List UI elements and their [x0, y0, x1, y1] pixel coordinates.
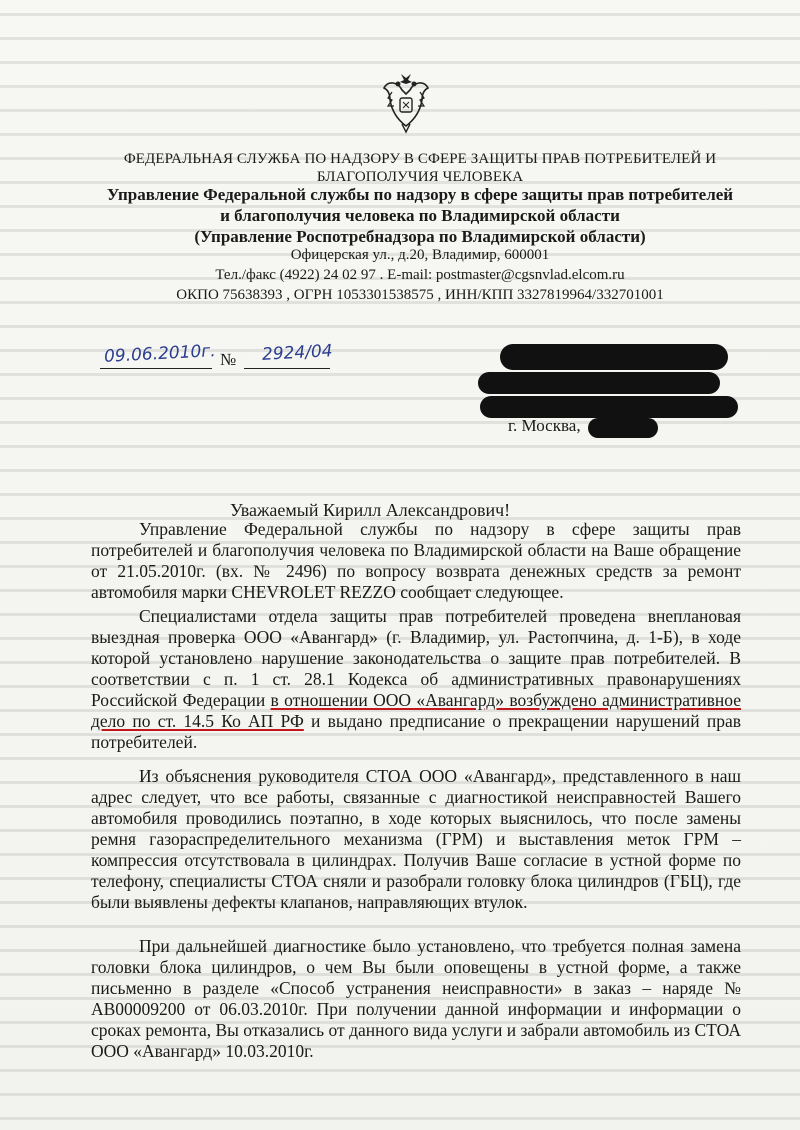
- coat-of-arms-emblem-icon: [378, 72, 434, 134]
- recipient-city: г. Москва,: [508, 416, 581, 435]
- paragraph-diagnostics: При дальнейшей диагностике было установлено, что требуется полная замена головки блока цилиндров, о чем Вы были оповещены в устной форме, а также письменно в разделе «Способ устранения неисправности» в заказ – наряде № АВ00009200 от 06.03.2010г. При получении данной информации и информации о сроках ремонта, Вы отказались от данного вида услуги и забрали автомобиль из СТОА ООО «Авангард» 10.03.2010г.: [91, 936, 741, 1061]
- agency-name: ФЕДЕРАЛЬНАЯ СЛУЖБА ПО НАДЗОРУ В СФЕРЕ ЗАЩИТЫ ПРАВ ПОТРЕБИТЕЛЕЙ И БЛАГОПОЛУЧИЯ ЧЕЛОВЕКА: [123, 151, 717, 185]
- registration-number: 2924/04: [261, 341, 334, 365]
- department-short-name: (Управление Роспотребнадзора по Владимирской области): [194, 227, 646, 246]
- paragraph-explanation: Из объяснения руководителя СТОА ООО «Авангард», представленного в наш адрес следует, что все работы, связанные с диагностикой неисправностей Вашего автомобиля проводились поэтапно, в ходе которых выяснилось, что после замены ремня газораспределительного механизма (ГРМ) и выставления меток ГРМ – компрессия отсутствовала в цилиндрах. Получив Ваше согласие в устной форме по телефону, специалисты СТОА сняли и разобрали головку блока цилиндров (ГБЦ), где были выявлены дефекты клапанов, направляющих втулок.: [91, 766, 741, 912]
- redacted-recipient-name: [500, 344, 728, 370]
- redacted-recipient-line-3: [480, 396, 738, 418]
- postal-address: Офицерская ул., д.20, Владимир, 600001: [290, 247, 550, 263]
- underlined-case-text: в отношении ООО «Авангард» возбуждено административное дело по ст. 14.5 Ко АП РФ: [91, 690, 741, 731]
- registration-date: 09.06.2010г.: [103, 341, 217, 367]
- redacted-recipient-address: [588, 418, 658, 438]
- paragraph-response: Управление Федеральной службы по надзору в сфере защиты прав потребителей и благополучия человека по Владимирской области на Ваше обращение от 21.05.2010г. (вх. № 2496) по вопросу возврата денежных средств за ремонт автомобиля марки CHEVROLET REZZO сообщает следующее.: [91, 519, 741, 602]
- registration-codes: ОКПО 75638393 , ОГРН 1053301538575 , ИНН/КПП 3327819964/332701001: [176, 287, 664, 303]
- paragraph-inspection: [91, 606, 741, 753]
- salutation: Уважаемый Кирилл Александрович!: [230, 500, 511, 520]
- number-underline: [244, 368, 330, 369]
- date-underline: [100, 368, 212, 369]
- contact-info: Тел./факс (4922) 24 02 97 . E-mail: postmaster@cgsnvlad.elcom.ru: [215, 267, 625, 283]
- inspection-text-end: и выдано предписание о прекращении нарушений прав потребителей.: [91, 711, 741, 752]
- department-name: [100, 184, 740, 247]
- inspection-text-start: Специалистами отдела защиты прав потребителей проведена внеплановая выездная проверка ООО «Авангард» (г. Владимир, ул. Растопчина, д. 1-Б), в ходе которой установлено нарушение законодательства о защите прав потребителей. В соответствии с п. 1 ст. 28.1 Кодекса об административных правонарушениях Российской Федерации: [91, 606, 741, 710]
- redacted-recipient-line-2: [478, 372, 720, 394]
- department-full-name: Управление Федеральной службы по надзору в сфере защиты прав потребителей и благополучия человека по Владимирской области: [106, 185, 734, 225]
- number-mark: №: [220, 350, 237, 369]
